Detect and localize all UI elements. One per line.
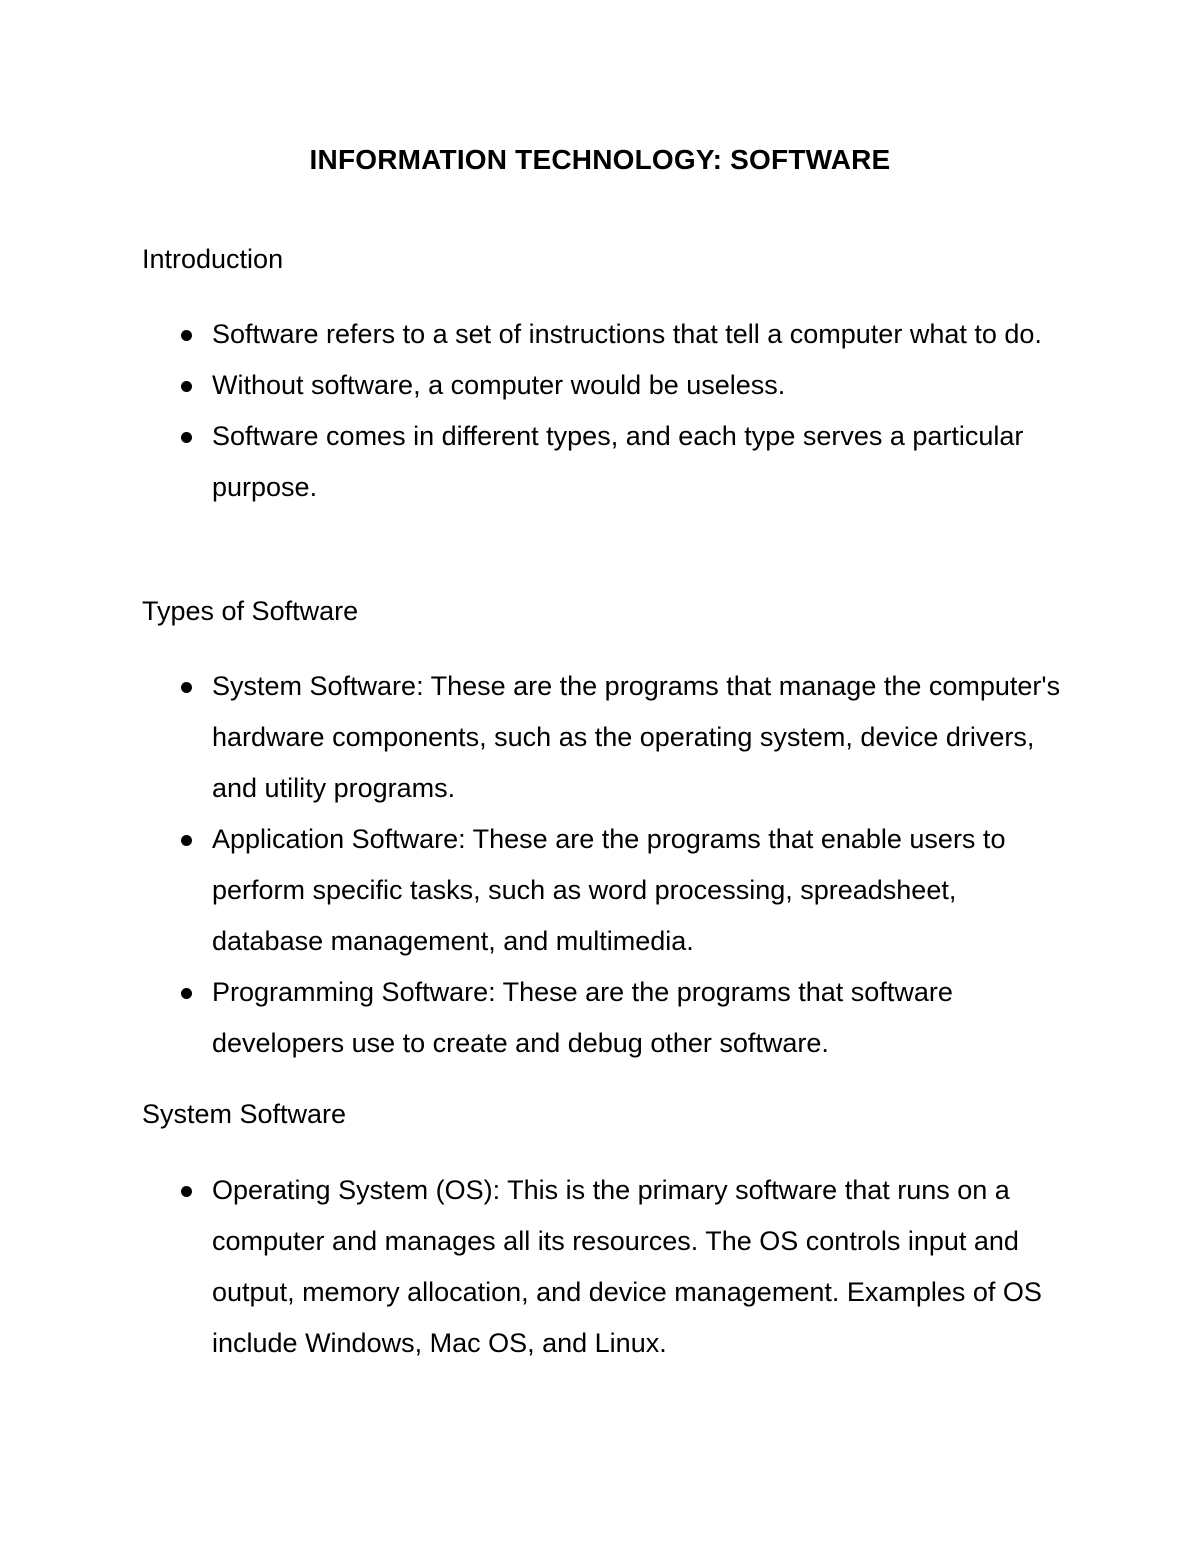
list-item-text: Software refers to a set of instructions that tell a computer what to do. — [212, 319, 1042, 349]
types-of-software-list — [212, 661, 1072, 1069]
list-item-text: Operating System (OS): This is the primary software that runs on a computer and manages all its resources. The OS controls input and output, memory allocation, and device management. Examples of OS include Windows, Mac OS, and Linux. — [212, 1175, 1042, 1358]
list-item — [212, 309, 1072, 360]
introduction-list — [212, 309, 1072, 513]
list-item — [212, 814, 1072, 967]
list-item-text: Programming Software: These are the programs that software developers use to create and debug other software. — [212, 977, 953, 1058]
list-item-text: System Software: These are the programs that manage the computer's hardware components, such as the operating system, device drivers, and utility programs. — [212, 671, 1061, 803]
bullet-icon — [181, 682, 192, 693]
list-item — [212, 411, 1072, 513]
list-item — [212, 360, 1072, 411]
system-software-list — [212, 1165, 1072, 1369]
list-item — [212, 967, 1072, 1069]
section-heading-system-software: System Software — [142, 1099, 347, 1129]
bullet-icon — [181, 988, 192, 999]
bullet-icon — [181, 432, 192, 443]
bullet-icon — [181, 1186, 192, 1197]
bullet-icon — [181, 381, 192, 392]
list-item — [212, 661, 1072, 814]
list-item — [212, 1165, 1072, 1369]
section-heading-types-of-software: Types of Software — [142, 596, 359, 626]
list-item-text: Application Software: These are the programs that enable users to perform specific tasks, such as word processing, spreadsheet, database management, and multimedia. — [212, 824, 1006, 956]
list-item-text: Without software, a computer would be useless. — [212, 370, 786, 400]
bullet-icon — [181, 835, 192, 846]
section-heading-introduction: Introduction — [142, 244, 284, 274]
list-item-text: Software comes in different types, and each type serves a particular purpose. — [212, 421, 1024, 502]
bullet-icon — [181, 330, 192, 341]
document-title: INFORMATION TECHNOLOGY: SOFTWARE — [309, 144, 891, 175]
